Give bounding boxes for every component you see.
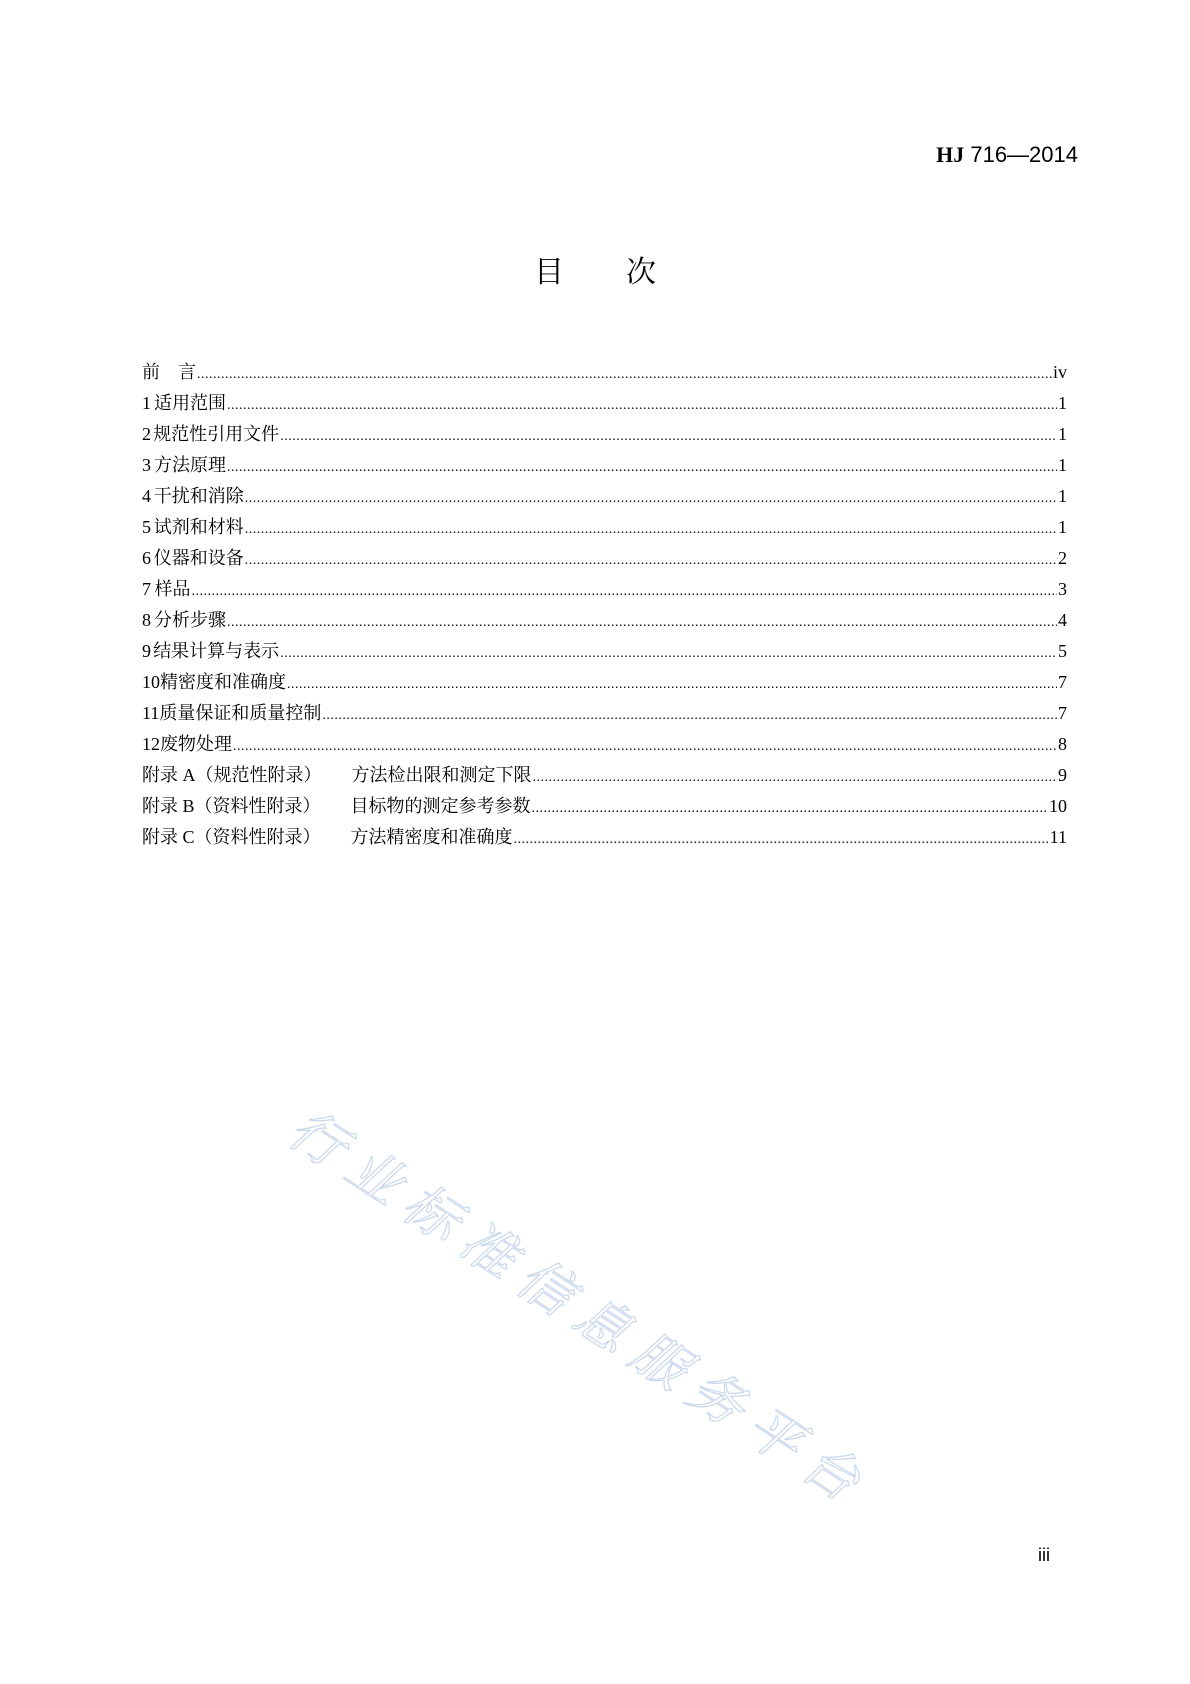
- toc-entry-number: 4: [142, 486, 151, 506]
- toc-entry-number: 2: [142, 424, 151, 444]
- toc-dot-leader: [532, 793, 1048, 824]
- page-number: iii: [1038, 1545, 1050, 1565]
- toc-dot-leader: [245, 514, 1057, 545]
- toc-entry-label: 适用范围: [153, 393, 226, 413]
- toc-entry[interactable]: [142, 636, 1067, 667]
- toc-dot-leader: [227, 452, 1057, 483]
- toc-dot-leader: [514, 824, 1049, 855]
- toc-entry-label: 废物处理: [160, 734, 232, 754]
- watermark: 行业标准信息服务平台: [277, 1097, 883, 1521]
- toc-dot-leader: [197, 359, 1052, 390]
- toc-entry-number: 8: [142, 610, 151, 630]
- toc-entry-label: 试剂和材料: [153, 517, 244, 537]
- toc-entry[interactable]: [142, 574, 1067, 605]
- toc-entry-page: 8: [1058, 734, 1067, 754]
- toc-dot-leader: [191, 576, 1057, 607]
- toc-dot-leader: [245, 545, 1057, 576]
- page-title: 目次: [534, 255, 718, 290]
- toc-dot-leader: [322, 700, 1057, 731]
- toc-entry-label: 方法原理: [153, 455, 226, 475]
- toc-entry[interactable]: [142, 822, 1067, 853]
- toc-entry[interactable]: [142, 481, 1067, 512]
- toc-entry-label: 前 言: [142, 362, 196, 382]
- toc-dot-leader: [280, 638, 1057, 669]
- toc-entry-page: 5: [1058, 641, 1067, 661]
- toc-entry-page: 1: [1058, 517, 1067, 537]
- toc-entry-label: 分析步骤: [153, 610, 226, 630]
- toc-entry[interactable]: [142, 729, 1067, 760]
- standard-prefix: HJ: [936, 142, 965, 167]
- toc-entry-label: 附录 A（规范性附录）: [142, 765, 322, 785]
- toc-entry[interactable]: [142, 419, 1067, 450]
- toc-dot-leader: [233, 731, 1057, 762]
- toc-dot-leader: [227, 607, 1057, 638]
- toc-dot-leader: [280, 421, 1057, 452]
- toc-entry-subtitle: 方法精密度和准确度: [350, 827, 513, 847]
- toc-entry-page: 11: [1049, 827, 1067, 847]
- toc-entry-page: 9: [1058, 765, 1067, 785]
- toc-entry[interactable]: [142, 760, 1067, 791]
- toc-entry[interactable]: [142, 388, 1067, 419]
- toc-entry-label: 仪器和设备: [153, 548, 244, 568]
- toc-entry-number: 6: [142, 548, 151, 568]
- toc-entry[interactable]: [142, 698, 1067, 729]
- standard-code: [936, 144, 1078, 166]
- toc-entry-number: 5: [142, 517, 151, 537]
- toc-entry-subtitle: 目标物的测定参考参数: [350, 796, 531, 816]
- toc-entry-page: 3: [1058, 579, 1067, 599]
- toc-entry-label: 干扰和消除: [153, 486, 244, 506]
- toc-entry-page: 10: [1049, 796, 1067, 816]
- toc-dot-leader: [287, 669, 1057, 700]
- toc-entry-label: 附录 C（资料性附录）: [142, 827, 321, 847]
- toc-entry-page: 2: [1058, 548, 1067, 568]
- toc-entry-label: 质量保证和质量控制: [159, 703, 322, 723]
- toc-entry-page: 1: [1058, 424, 1067, 444]
- toc-entry-label: 附录 B（资料性附录）: [142, 796, 321, 816]
- toc-entry-number: 11: [142, 703, 160, 723]
- toc-dot-leader: [227, 390, 1057, 421]
- toc-entry[interactable]: [142, 512, 1067, 543]
- toc-dot-leader: [533, 762, 1058, 793]
- toc-entry-page: 7: [1058, 703, 1067, 723]
- toc-entry[interactable]: [142, 543, 1067, 574]
- toc-entry-number: 9: [142, 641, 151, 661]
- toc-entry-label: 结果计算与表示: [153, 641, 280, 661]
- toc-entry[interactable]: [142, 791, 1067, 822]
- toc-entry-page: 4: [1058, 610, 1067, 630]
- toc-dot-leader: [245, 483, 1057, 514]
- toc-entry-page: 7: [1058, 672, 1067, 692]
- toc-entry-number: 1: [142, 393, 151, 413]
- toc-entry-page: iv: [1052, 362, 1067, 382]
- toc-entry[interactable]: [142, 450, 1067, 481]
- standard-number: 716—2014: [964, 142, 1078, 167]
- toc-entry-page: 1: [1058, 486, 1067, 506]
- toc-entry[interactable]: [142, 605, 1067, 636]
- toc-entry-page: 1: [1058, 455, 1067, 475]
- table-of-contents: [142, 357, 1067, 853]
- toc-entry-number: 3: [142, 455, 151, 475]
- toc-entry-label: 样品: [154, 579, 191, 599]
- toc-entry-number: 10: [142, 672, 160, 692]
- toc-entry-page: 1: [1058, 393, 1067, 413]
- toc-entry-number: 7: [142, 579, 151, 599]
- toc-entry[interactable]: [142, 667, 1067, 698]
- toc-entry[interactable]: [142, 357, 1067, 388]
- toc-entry-label: 规范性引用文件: [153, 424, 280, 444]
- toc-entry-number: 12: [142, 734, 160, 754]
- toc-entry-label: 精密度和准确度: [160, 672, 286, 692]
- toc-entry-subtitle: 方法检出限和测定下限: [351, 765, 532, 785]
